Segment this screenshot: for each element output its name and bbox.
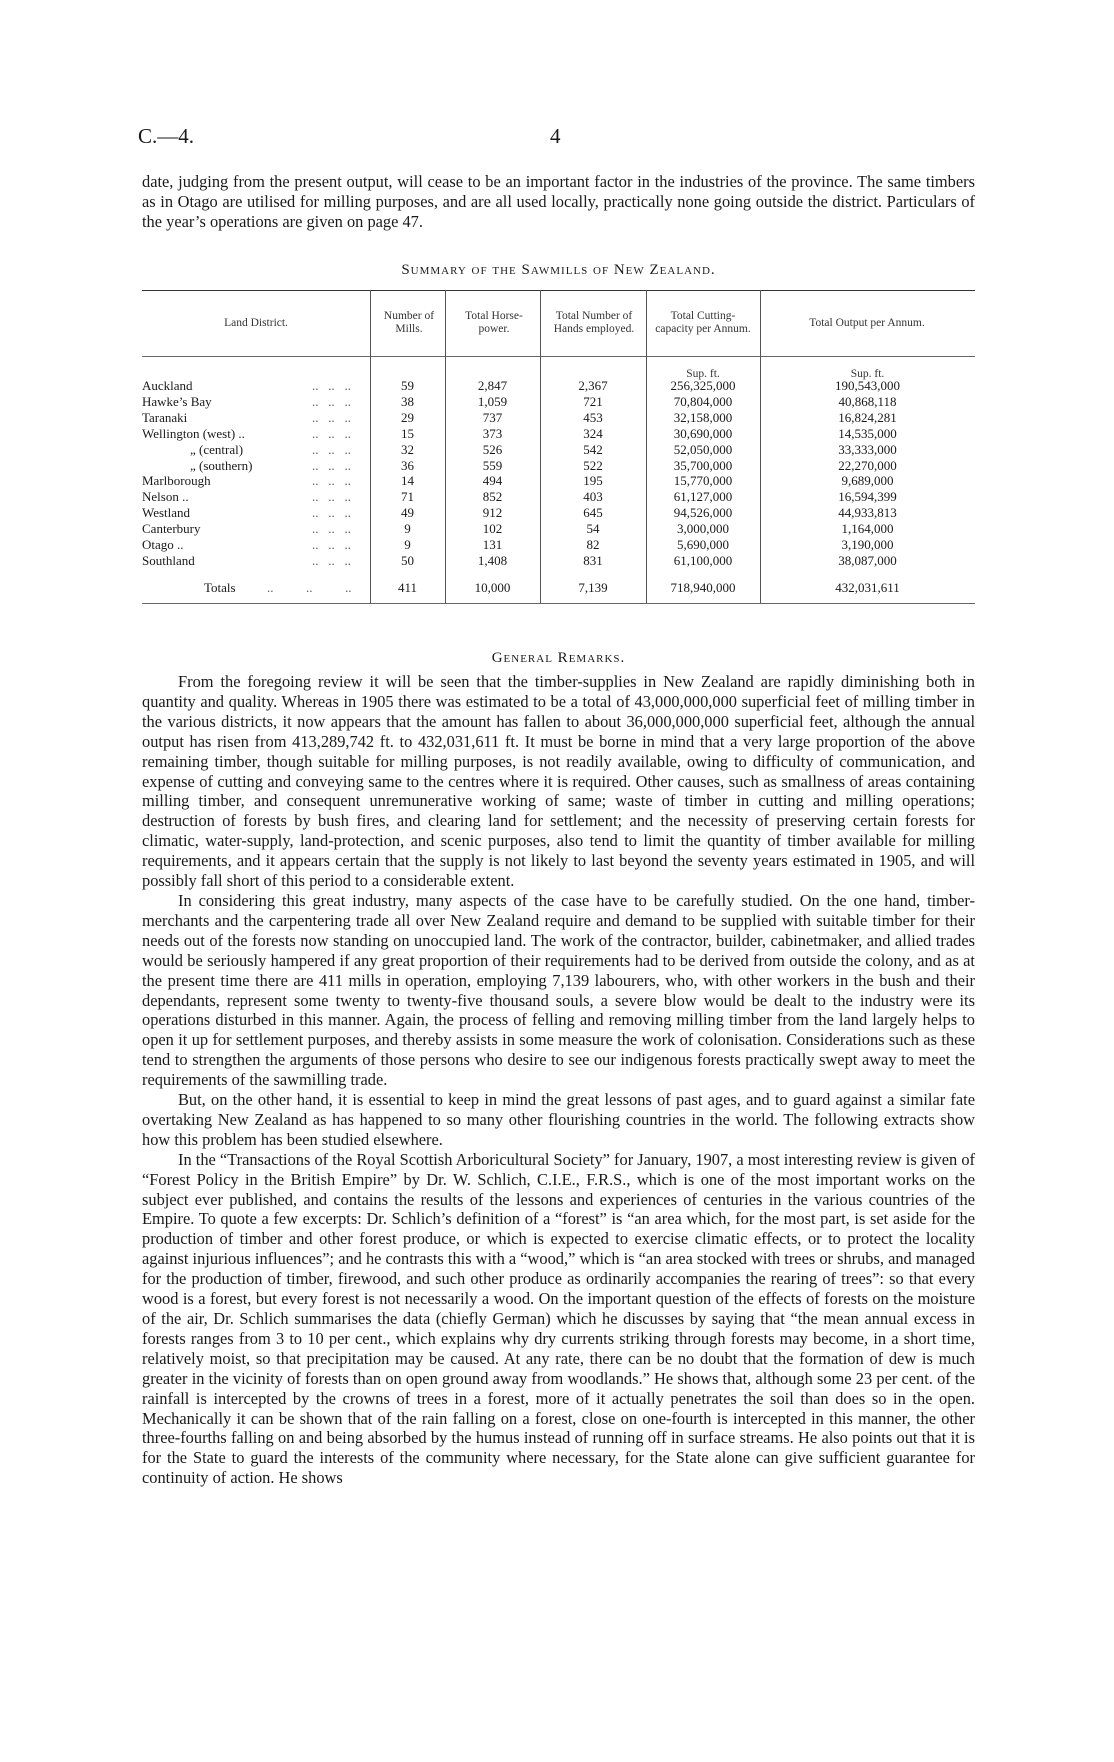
mills-cell: 9	[404, 521, 411, 537]
mills-cell: 14	[401, 473, 414, 489]
mills-cell: 59	[401, 378, 414, 393]
horsepower-cell: 737	[482, 409, 503, 425]
output-cell: 40,868,118	[838, 393, 897, 409]
totals-horsepower: 10,000	[474, 580, 511, 595]
mills-cell: 29	[401, 409, 414, 425]
remarks-paragraph: But, on the other hand, it is essential to keep in mind the great lessons of past ages, and to guard against a similar fate overtaking New Zealand as has happened to so many other flourishing countries in the world. The following extracts show how this problem has been studied elsewhere.	[142, 1090, 975, 1149]
district-cell: Taranaki	[142, 409, 188, 425]
leader-dots: .. .. ..	[312, 537, 351, 552]
capacity-cell: 70,804,000	[673, 393, 733, 409]
table-row	[142, 489, 975, 505]
horsepower-cell: 2,847	[477, 378, 508, 393]
mills-cell: 15	[401, 425, 414, 441]
district-cell: Hawke’s Bay	[142, 393, 212, 409]
district-cell: Otago ..	[142, 537, 184, 552]
page-number: 4	[550, 124, 561, 148]
sawmills-summary-table	[142, 290, 975, 620]
header-horsepower: Total Horse-power.	[465, 310, 523, 335]
hands-cell: 82	[586, 537, 600, 552]
capacity-cell: 32,158,000	[673, 409, 733, 425]
leader-dots: .. .. ..	[312, 473, 351, 489]
horsepower-cell: 912	[482, 505, 503, 521]
hands-cell: 831	[583, 552, 603, 568]
totals-capacity: 718,940,000	[670, 580, 736, 595]
header-hands: Total Number of Hands employed.	[553, 310, 635, 335]
table-header-rule	[142, 356, 975, 357]
hands-cell: 645	[583, 505, 603, 521]
table-row	[142, 426, 975, 442]
capacity-cell: 61,100,000	[673, 552, 733, 568]
table-row	[142, 378, 975, 394]
leader-dots: .. .. ..	[312, 425, 351, 441]
general-remarks-body	[142, 672, 975, 1488]
mills-cell: 38	[401, 393, 414, 409]
output-cell: 38,087,000	[838, 552, 897, 568]
district-cell: „ (southern)	[190, 457, 253, 473]
capacity-cell: 3,000,000	[677, 521, 729, 537]
document-code: C.—4.	[138, 124, 195, 148]
table-bottom-rule	[142, 603, 975, 604]
page-header	[138, 124, 978, 154]
leader-dots: .. .. ..	[267, 580, 352, 595]
horsepower-cell: 559	[482, 457, 503, 473]
totals-row	[142, 580, 975, 596]
remarks-paragraph: In the “Transactions of the Royal Scottish Arboricultural Society” for January, 1907, a most interesting review is given of “Forest Policy in the British Empire” by Dr. W. Schlich, C.I.E., F.R.S., which is one of the most important works on the subject ever published, and contains the results of the lessons and experiences of centuries in the various countries of the Empire. To quote a few excerpts: Dr. Schlich’s definition of a “forest” is “an area which, for the most part, is set aside for the production of timber and other forest produce, or which is expected to exercise climatic effects, or to protect the locality against injurious influences”; and he contrasts this with a “wood,” which is “an area stocked with trees or shrubs, and managed for the production of timber, firewood, and such other produce as ordinarily accompanies the rearing of trees”: so that every wood is a forest, but every forest is not necessarily a wood. On the important question of the effects of forests on the moisture of the air, Dr. Schlich summarises the data (chiefly German) which he discusses by saying that “the mean annual excess in forests ranges from 3 to 10 per cent., which explains why dry currents striking through forests may become, in a short time, relatively moist, so that precipitation may be caused. At any rate, there can be no doubt that the formation of dew is much greater in the vicinity of forests than on open ground away from woodlands.” He shows that, although some 23 per cent. of the rainfall is intercepted by the crowns of trees in a forest, more of it actually penetrates the soil than does so in the open. Mechanically it can be shown that of the rain falling on a forest, close on one-fourth is intercepted in this manner, the other three-fourths falling on and being absorbed by the humus instead of running off in surface streams. He also points out that it is for the State to guard the interests of the community where necessary, for the State alone can give sufficient guarantee for continuity of action. He shows	[142, 1149, 975, 1488]
table-row	[142, 410, 975, 426]
capacity-cell: 52,050,000	[673, 441, 733, 457]
capacity-cell: 30,690,000	[673, 425, 733, 441]
district-cell: „ (central)	[190, 441, 244, 457]
horsepower-cell: 1,408	[477, 552, 508, 568]
output-cell: 9,689,000	[841, 473, 894, 489]
table-row	[142, 442, 975, 458]
header-cutting-capacity: Total Cutting-capacity per Annum.	[655, 310, 751, 335]
leader-dots: .. .. ..	[312, 489, 351, 505]
output-cell: 16,594,399	[838, 489, 897, 505]
horsepower-cell: 1,059	[477, 393, 508, 409]
capacity-cell: 256,325,000	[670, 378, 736, 393]
table-title: Summary of the Sawmills of New Zealand.	[401, 262, 716, 278]
mills-cell: 36	[401, 457, 414, 473]
mills-cell: 49	[401, 505, 414, 521]
totals-output: 432,031,611	[835, 580, 900, 595]
table-row	[142, 505, 975, 521]
output-cell: 1,164,000	[841, 521, 894, 537]
hands-cell: 721	[583, 393, 603, 409]
horsepower-cell: 852	[482, 489, 503, 505]
table-top-rule	[142, 290, 975, 291]
capacity-cell: 5,690,000	[677, 537, 729, 552]
remarks-paragraph: From the foregoing review it will be seen that the timber-supplies in New Zealand are rapidly diminishing both in quantity and quality. Whereas in 1905 there was estimated to be a total of 43,000,000,000 superficial feet of milling timber in the various districts, it now appears that the amount has fallen to about 36,000,000,000 superficial feet, although the annual output has risen from 413,289,742 ft. to 432,031,611 ft. It must be borne in mind that a very large proportion of the above remaining timber, though suitable for milling purposes, is not readily available, owing to difficulty of communication, and expense of cutting and conveying same to the centres where it is required. Other causes, such as smallness of areas containing milling timber, and consequent unremunerative working of same; waste of timber in cutting and milling operations; destruction of forests by bush fires, and clearing land for settlement; and the necessity of preserving certain forests for climatic, water-supply, land-protection, and scenic purposes, also tend to limit the quantity of timber available for milling requirements, and it appears certain that the supply is not likely to last beyond the seventy years estimated in 1905, and will possibly fall short of this period to a considerable extent.	[142, 672, 975, 891]
unit-output: Sup. ft.	[850, 368, 885, 380]
mills-cell: 9	[404, 537, 411, 552]
mills-cell: 32	[401, 441, 414, 457]
unit-cutting: Sup. ft.	[686, 368, 720, 380]
leader-dots: .. .. ..	[312, 409, 351, 425]
capacity-cell: 94,526,000	[673, 505, 733, 521]
district-cell: Wellington (west) ..	[142, 425, 245, 441]
leader-dots: .. .. ..	[312, 521, 351, 537]
table-row	[142, 458, 975, 474]
header-land-district: Land District.	[224, 316, 288, 329]
leader-dots: .. .. ..	[312, 505, 351, 521]
hands-cell: 54	[586, 521, 600, 537]
capacity-cell: 15,770,000	[673, 473, 733, 489]
district-cell: Southland	[142, 552, 195, 568]
header-mills: Number of Mills.	[383, 310, 435, 335]
hands-cell: 453	[583, 409, 603, 425]
hands-cell: 2,367	[578, 378, 608, 393]
table-row	[142, 521, 975, 537]
mills-cell: 50	[401, 552, 414, 568]
output-cell: 3,190,000	[841, 537, 894, 552]
general-remarks-title: General Remarks.	[491, 650, 626, 666]
hands-cell: 324	[583, 425, 603, 441]
leader-dots: .. .. ..	[312, 552, 351, 568]
horsepower-cell: 102	[482, 521, 503, 537]
totals-label: Totals	[204, 580, 236, 595]
capacity-cell: 35,700,000	[673, 457, 733, 473]
leader-dots: .. .. ..	[312, 441, 351, 457]
remarks-paragraph: In considering this great industry, many aspects of the case have to be carefully studied. On the one hand, timber-merchants and the carpentering trade all over New Zealand require and demand to be supplied with suitable timber for their needs out of the forests now standing on unoccupied land. The work of the contractor, builder, cabinetmaker, and allied trades would be seriously hampered if any great proportion of their requirements had to be derived from outside the colony, and as at the present time there are 411 mills in operation, employing 7,139 labourers, who, with other workers in the bush and their dependants, represent some twenty to twenty-five thousand souls, a severe blow would be dealt to the industry were its operations disturbed in this manner. Again, the process of felling and removing milling timber from the land largely helps to open it up for settlement purposes, and thereby assists in some measure the work of colonisation. Considerations such as these tend to strengthen the arguments of those persons who desire to see our indigenous forests practically swept away to meet the requirements of the sawmilling trade.	[142, 890, 975, 1090]
horsepower-cell: 494	[482, 473, 503, 489]
leader-dots: .. .. ..	[312, 457, 351, 473]
horsepower-cell: 131	[482, 537, 503, 552]
leader-dots: .. .. ..	[312, 393, 351, 409]
output-cell: 16,824,281	[838, 409, 897, 425]
output-cell: 33,333,000	[838, 441, 897, 457]
totals-hands: 7,139	[578, 580, 608, 595]
table-row	[142, 553, 975, 569]
table-row	[142, 473, 975, 489]
hands-cell: 195	[583, 473, 603, 489]
intro-paragraph-block	[142, 172, 975, 232]
table-row	[142, 394, 975, 410]
intro-paragraph: date, judging from the present output, will cease to be an important factor in the industries of the province. The same timbers as in Otago are utilised for milling purposes, and are all used locally, practically none going outside the district. Particulars of the year’s operations are given on page 47.	[142, 172, 975, 231]
output-cell: 190,543,000	[835, 378, 900, 393]
hands-cell: 542	[583, 441, 603, 457]
district-cell: Marlborough	[142, 473, 211, 489]
district-cell: Nelson ..	[142, 489, 189, 505]
output-cell: 14,535,000	[838, 425, 897, 441]
table-row	[142, 537, 975, 553]
output-cell: 22,270,000	[838, 457, 897, 473]
district-cell: Westland	[142, 505, 191, 521]
capacity-cell: 61,127,000	[673, 489, 733, 505]
mills-cell: 71	[401, 489, 414, 505]
totals-mills: 411	[397, 580, 418, 595]
hands-cell: 522	[583, 457, 603, 473]
district-cell: Auckland	[142, 378, 193, 393]
district-cell: Canterbury	[142, 521, 201, 537]
output-cell: 44,933,813	[838, 505, 897, 521]
horsepower-cell: 373	[482, 425, 503, 441]
leader-dots: .. .. ..	[312, 378, 351, 393]
header-output: Total Output per Annum.	[809, 316, 925, 329]
hands-cell: 403	[583, 489, 603, 505]
horsepower-cell: 526	[482, 441, 503, 457]
